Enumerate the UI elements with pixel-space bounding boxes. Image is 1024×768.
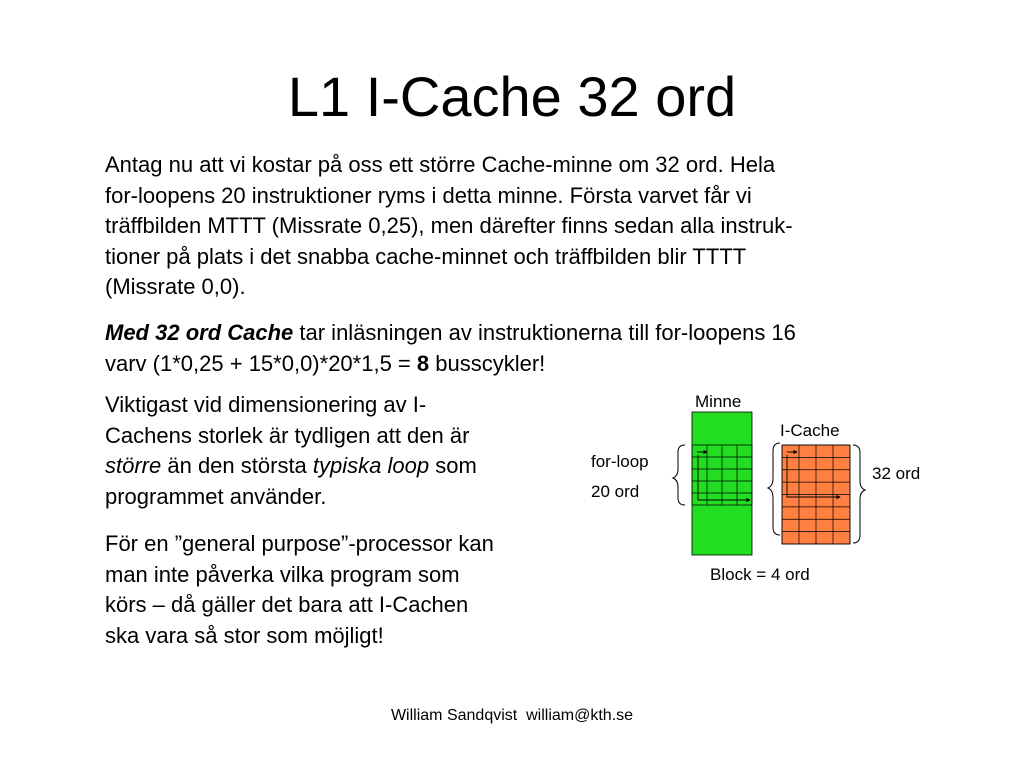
intro-line: träffbilden MTTT (Missrate 0,25), men därefter finns sedan alla instruk- bbox=[105, 213, 793, 238]
cache-label: I-Cache bbox=[780, 421, 840, 440]
slide-title: L1 I-Cache 32 ord bbox=[287, 65, 737, 128]
intro-line: Antag nu att vi kostar på oss ett större Cache-minne om 32 ord. Hela bbox=[105, 152, 776, 177]
intro-line: (Missrate 0,0). bbox=[105, 274, 246, 299]
memory-label: Minne bbox=[695, 392, 742, 411]
cache-left-brace bbox=[768, 443, 780, 535]
calculation-paragraph bbox=[105, 318, 925, 379]
intro-paragraph bbox=[105, 150, 925, 303]
calculation-result: 8 bbox=[416, 350, 430, 376]
cache-size-label: 32 ord bbox=[872, 464, 921, 483]
for-loop-brace bbox=[673, 445, 685, 505]
cache-size-emphasis: Med 32 ord Cache bbox=[105, 320, 294, 345]
calculation-text: tar inläsningen av instruktionerna till for-loopens 16 bbox=[293, 320, 796, 345]
loop-size-label: 20 ord bbox=[591, 482, 640, 501]
dimensioning-paragraph bbox=[105, 390, 555, 512]
dimensioning-line: Viktigast vid dimensionering av I- bbox=[105, 392, 427, 417]
general-purpose-paragraph bbox=[105, 529, 565, 651]
intro-line: for-loopens 20 instruktioner ryms i detta minne. Första varvet får vi bbox=[105, 182, 752, 208]
for-loop-label: for-loop bbox=[591, 452, 649, 471]
general-purpose-line: För en ”general purpose”-processor kan bbox=[105, 531, 494, 556]
dimensioning-line: Cachens storlek är tydligen att den är bbox=[105, 422, 470, 448]
footer-author: William Sandqvist william@kth.se bbox=[390, 707, 634, 724]
calculation-line-2 bbox=[105, 349, 925, 380]
emphasis-typical-loop: typiska loop bbox=[312, 453, 430, 478]
dimensioning-text: som bbox=[429, 453, 477, 478]
cache-right-brace bbox=[853, 445, 865, 543]
dimensioning-line bbox=[105, 451, 555, 482]
dimensioning-text: än den största bbox=[161, 453, 313, 478]
general-purpose-line: man inte påverka vilka program som bbox=[105, 561, 460, 587]
general-purpose-line: körs – då gäller det bara att I-Cachen bbox=[105, 592, 469, 617]
calculation-formula: varv (1*0,25 + 15*0,0)*20*1,5 = bbox=[105, 350, 417, 376]
emphasis-larger: större bbox=[105, 453, 162, 478]
calculation-unit: busscykler! bbox=[429, 350, 546, 376]
general-purpose-line: ska vara så stor som möjligt! bbox=[105, 622, 384, 648]
block-size-label: Block = 4 ord bbox=[710, 565, 810, 584]
cache-diagram bbox=[585, 385, 975, 590]
intro-line: tioner på plats i det snabba cache-minnet och träffbilden blir TTTT bbox=[105, 243, 747, 269]
calculation-line-1 bbox=[105, 318, 925, 349]
dimensioning-line: programmet använder. bbox=[105, 483, 327, 509]
